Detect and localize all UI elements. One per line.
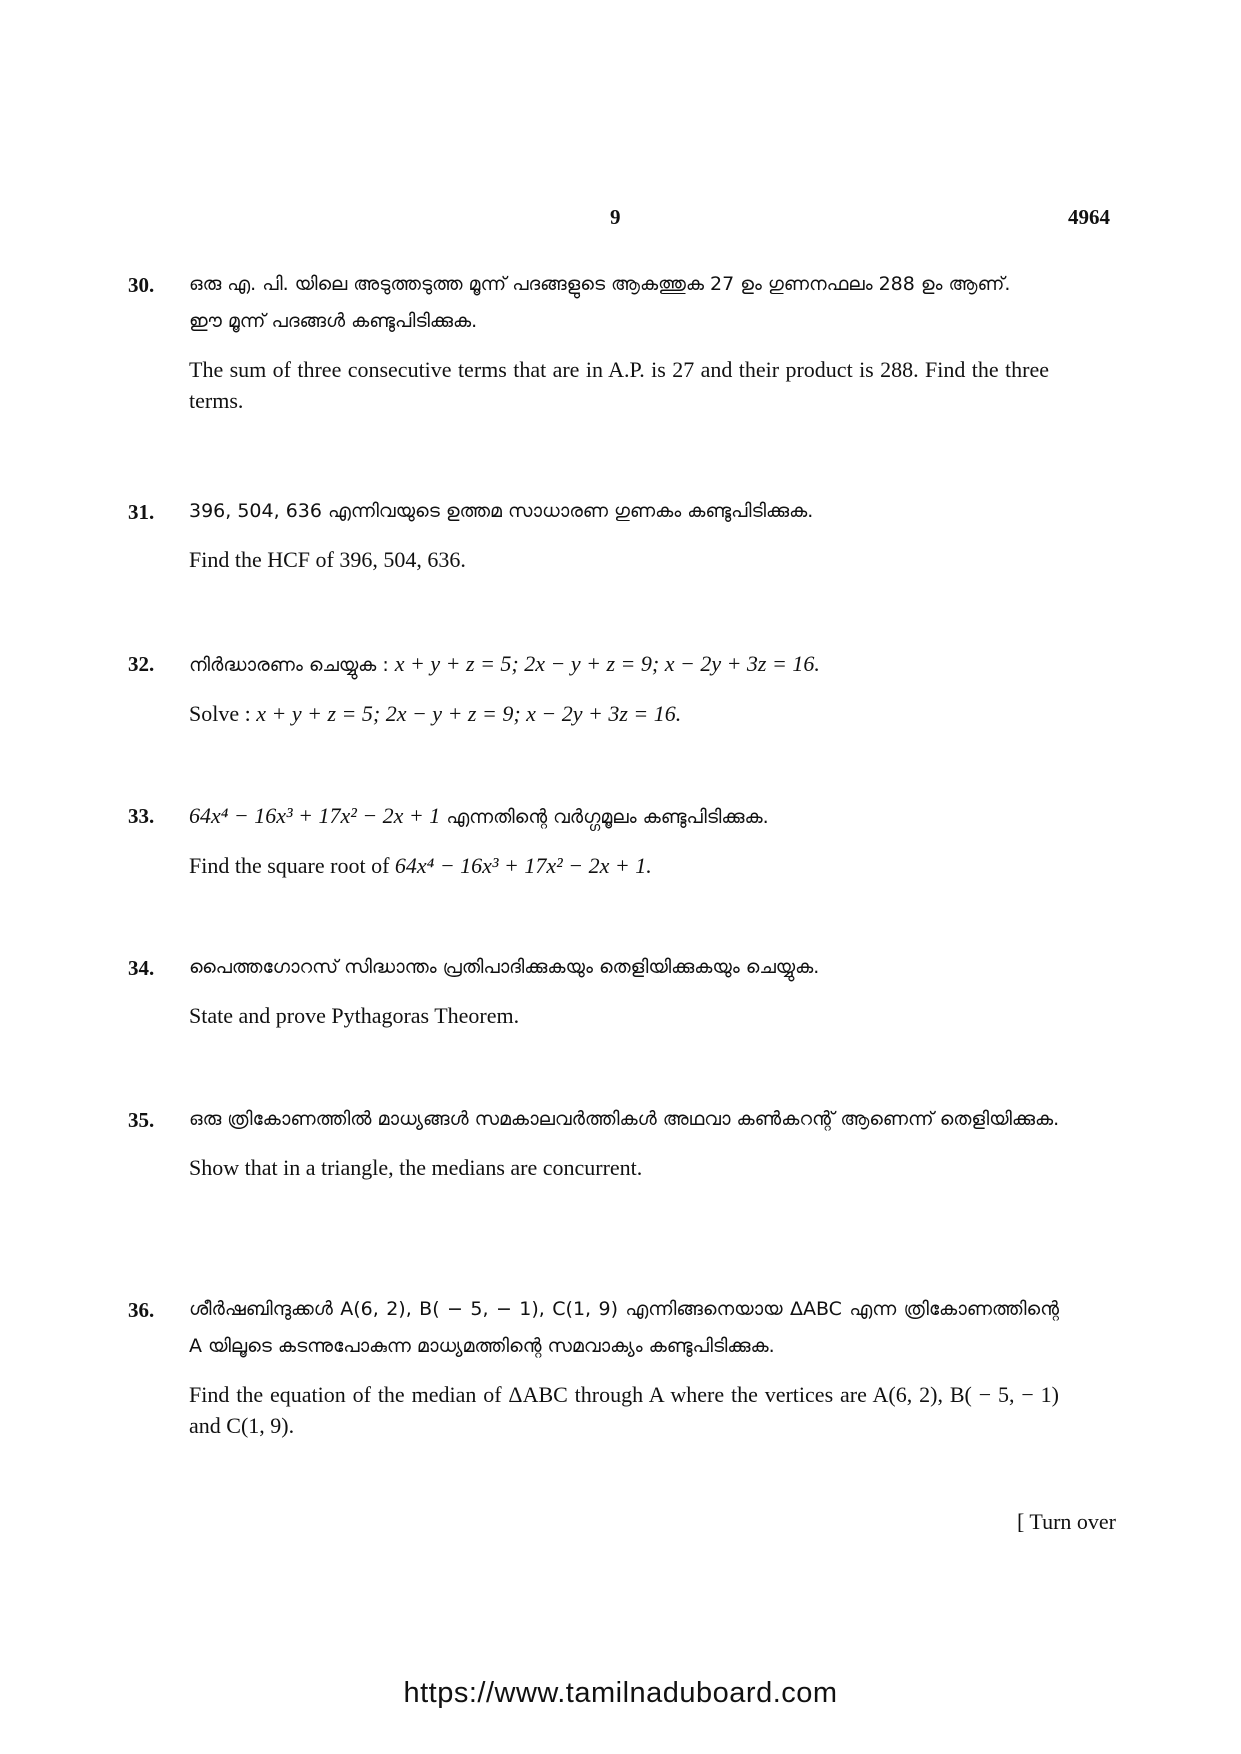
question-35 [189,1101,1059,1183]
question-text-english [189,698,1059,729]
question-36 [189,1291,1059,1441]
question-32 [189,645,1059,729]
question-31 [189,493,1059,575]
page-number: 9 [610,205,621,229]
question-text-english: Find the equation of the median of ΔABC through A where the vertices are A(6, 2), B( − 5, − 1) and C(1, 9). [189,1382,1059,1438]
question-text-malayalam: ശീർഷബിന്ദുക്കൾ A(6, 2), B( − 5, − 1), C(1, 9) എന്നിങ്ങനെയായ ΔABC എന്ന ത്രികോണത്തിന്റെ A യിലൂടെ കടന്നുപോകുന്ന മാധ്യമത്തിന്റെ സമവാക്യം കണ്ടുപിടിക്കുക. [189,1298,1059,1357]
equation-system: x + y + z = 5; 2x − y + z = 9; x − 2y + 3z = 16. [256,701,682,726]
question-number: 30. [128,273,155,297]
question-text-english [189,850,1059,881]
footer-url[interactable]: https://www.tamilnaduboard.com [403,1677,838,1709]
english-prefix: Solve : [189,701,251,726]
question-number: 31. [128,500,155,524]
question-number: 35. [128,1108,155,1132]
question-text-malayalam [189,645,1059,684]
question-text-english: Find the HCF of 396, 504, 636. [189,547,466,572]
question-number: 33. [128,804,155,828]
question-number: 36. [128,1298,155,1322]
question-34 [189,949,1059,1031]
equation-system: x + y + z = 5; 2x − y + z = 9; x − 2y + 3z = 16. [394,651,820,676]
question-number: 34. [128,956,155,980]
english-prefix: Find the square root of [189,853,390,878]
question-text-malayalam: പൈത്തഗോറസ് സിദ്ധാന്തം പ്രതിപാദിക്കുകയും തെളിയിക്കുകയും ചെയ്യുക. [189,956,820,978]
question-text-malayalam: ഒരു എ. പി. യിലെ അടുത്തടുത്ത മൂന്ന് പദങ്ങളുടെ ആകത്തുക 27 ഉം ഗുണനഫലം 288 ഉം ആണ്. ഈ മൂന്ന് പദങ്ങൾ കണ്ടുപിടിക്കുക. [189,273,1011,332]
polynomial: 64x⁴ − 16x³ + 17x² − 2x + 1. [394,853,652,878]
question-30 [189,266,1059,416]
paper-code: 4964 [1068,205,1110,229]
question-text-malayalam [189,797,1059,836]
question-number: 32. [128,652,155,676]
question-text-malayalam: ഒരു ത്രികോണത്തിൽ മാധ്യങ്ങൾ സമകാലവർത്തികൾ അഥവാ കൺകറന്റ് ആണെന്ന് തെളിയിക്കുക. [189,1108,1060,1130]
malayalam-suffix: എന്നതിന്റെ വർഗ്ഗമൂലം കണ്ടുപിടിക്കുക. [446,806,769,828]
question-text-english: Show that in a triangle, the medians are concurrent. [189,1155,643,1180]
turn-over-note: [ Turn over [1016,1509,1116,1534]
question-text-malayalam: 396, 504, 636 എന്നിവയുടെ ഉത്തമ സാധാരണ ഗുണകം കണ്ടുപിടിക്കുക. [189,500,814,522]
malayalam-prefix: നിർദ്ധാരണം ചെയ്യുക : [189,654,389,676]
question-text-english: State and prove Pythagoras Theorem. [189,1003,520,1028]
question-text-english: The sum of three consecutive terms that are in A.P. is 27 and their product is 288. Find the three terms. [189,357,1049,413]
question-33 [189,797,1059,881]
polynomial: 64x⁴ − 16x³ + 17x² − 2x + 1 [189,803,441,828]
